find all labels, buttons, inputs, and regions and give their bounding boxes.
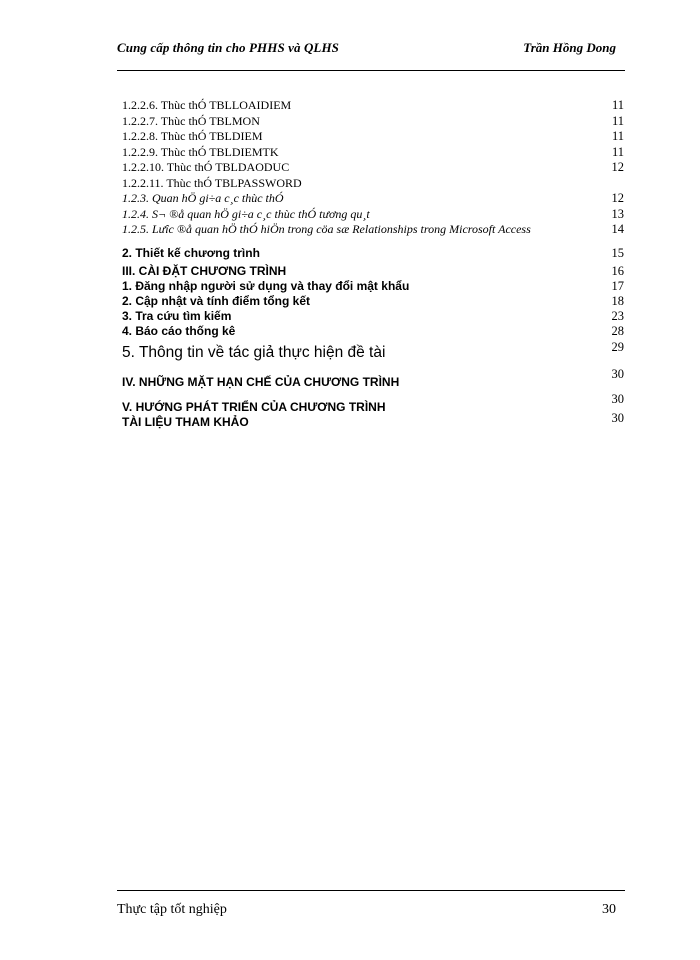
toc-entry-page: 17 bbox=[611, 278, 624, 293]
toc-entry[interactable] bbox=[122, 129, 624, 145]
toc-entry-title: 1.2.2.11. Thùc thÓ TBLPASSWORD bbox=[122, 175, 302, 190]
toc-entry-title: 1.2.2.6. Thùc thÓ TBLLOAIDIEM bbox=[122, 98, 292, 112]
toc-entry-title: 1.2.3. Quan hÖ gi÷a c¸c thùc thÓ bbox=[122, 191, 284, 205]
table-of-contents bbox=[122, 98, 624, 430]
toc-entry-title: 4. Báo cáo thống kê bbox=[122, 323, 236, 338]
toc-entry[interactable] bbox=[122, 98, 624, 114]
toc-entry[interactable] bbox=[122, 324, 624, 339]
toc-entry-page: 11 bbox=[611, 129, 624, 143]
toc-entry-page: 30 bbox=[611, 366, 624, 381]
toc-entry-page: 13 bbox=[611, 206, 624, 221]
toc-entry-page: 12 bbox=[611, 191, 624, 205]
toc-entry[interactable] bbox=[122, 264, 624, 279]
toc-entry[interactable] bbox=[122, 309, 624, 324]
toc-entry-page: 11 bbox=[611, 98, 624, 112]
toc-entry[interactable] bbox=[122, 366, 624, 390]
toc-entry-title: III. CÀI ĐẶT CHƯƠNG TRÌNH bbox=[122, 263, 287, 278]
toc-entry-page: 15 bbox=[611, 245, 624, 260]
toc-entry[interactable] bbox=[122, 410, 624, 430]
toc-entry-title: TÀI LIỆU THAM KHẢO bbox=[122, 414, 249, 429]
toc-entry[interactable] bbox=[122, 279, 624, 294]
toc-entry-page: 14 bbox=[611, 222, 624, 236]
toc-entry-title: 1.2.2.7. Thùc thÓ TBLMON bbox=[122, 113, 260, 128]
toc-entry-title: 2. Thiết kế chương trình bbox=[122, 245, 260, 260]
toc-entry-page: 16 bbox=[611, 263, 624, 278]
toc-entry[interactable] bbox=[122, 341, 624, 365]
toc-entry[interactable] bbox=[122, 176, 624, 192]
toc-entry-page: 29 bbox=[611, 339, 624, 354]
header-divider bbox=[117, 70, 625, 71]
toc-entry[interactable] bbox=[122, 391, 624, 415]
toc-entry-page: 30 bbox=[611, 410, 624, 425]
header-document-title: Cung cấp thông tin cho PHHS và QLHS bbox=[117, 40, 340, 55]
toc-entry[interactable] bbox=[122, 222, 624, 238]
toc-entry[interactable] bbox=[122, 207, 624, 223]
toc-entry-title: 1.2.2.8. Thùc thÓ TBLDIEM bbox=[122, 129, 263, 143]
toc-entry-page: 23 bbox=[611, 308, 624, 323]
toc-entry-title: V. HƯỚNG PHÁT TRIỂN CỦA CHƯƠNG TRÌNH bbox=[122, 399, 386, 414]
toc-entry-title: 2. Cập nhật và tính điểm tổng kết bbox=[122, 293, 311, 308]
toc-entry-page: 11 bbox=[611, 113, 624, 128]
toc-entry[interactable] bbox=[122, 294, 624, 309]
toc-entry[interactable] bbox=[122, 246, 624, 261]
toc-entry-page: 18 bbox=[611, 293, 624, 308]
toc-entry[interactable] bbox=[122, 145, 624, 161]
footer-title: Thực tập tốt nghiệp bbox=[117, 902, 227, 917]
toc-entry-title: 1.2.2.9. Thùc thÓ TBLDIEMTK bbox=[122, 144, 279, 159]
toc-entry-title: 1.2.4. S¬ ®å quan hÖ gi÷a c¸c thùc thÓ tương qu¸t bbox=[122, 206, 370, 221]
toc-entry-page: 30 bbox=[611, 391, 624, 406]
header-author-name: Trần Hồng Dong bbox=[523, 40, 616, 55]
footer-page-number: 30 bbox=[602, 902, 616, 917]
toc-entry[interactable] bbox=[122, 191, 624, 207]
toc-entry-title: 5. Thông tin về tác giả thực hiện đề tài bbox=[122, 343, 386, 361]
toc-entry[interactable] bbox=[122, 160, 624, 176]
footer-divider bbox=[117, 890, 625, 891]
toc-entry-title: 1.2.2.10. Thùc thÓ TBLDAODUC bbox=[122, 160, 290, 174]
toc-entry[interactable] bbox=[122, 114, 624, 130]
toc-entry-title: IV. NHỮNG MẶT HẠN CHẾ CỦA CHƯƠNG TRÌNH bbox=[122, 374, 400, 389]
toc-entry-title: 3. Tra cứu tìm kiếm bbox=[122, 308, 232, 323]
toc-entry-page: 11 bbox=[611, 144, 624, 159]
toc-entry-title: 1. Đăng nhập người sử dụng và thay đổi mật khẩu bbox=[122, 278, 410, 293]
toc-entry-title: 1.2.5. Lưîc ®å quan hÖ thÓ hiÖn trong cöa sæ Relationships trong Microsoft Access bbox=[122, 222, 531, 236]
toc-entry-page: 28 bbox=[611, 323, 624, 338]
toc-entry-page: 12 bbox=[611, 160, 624, 174]
